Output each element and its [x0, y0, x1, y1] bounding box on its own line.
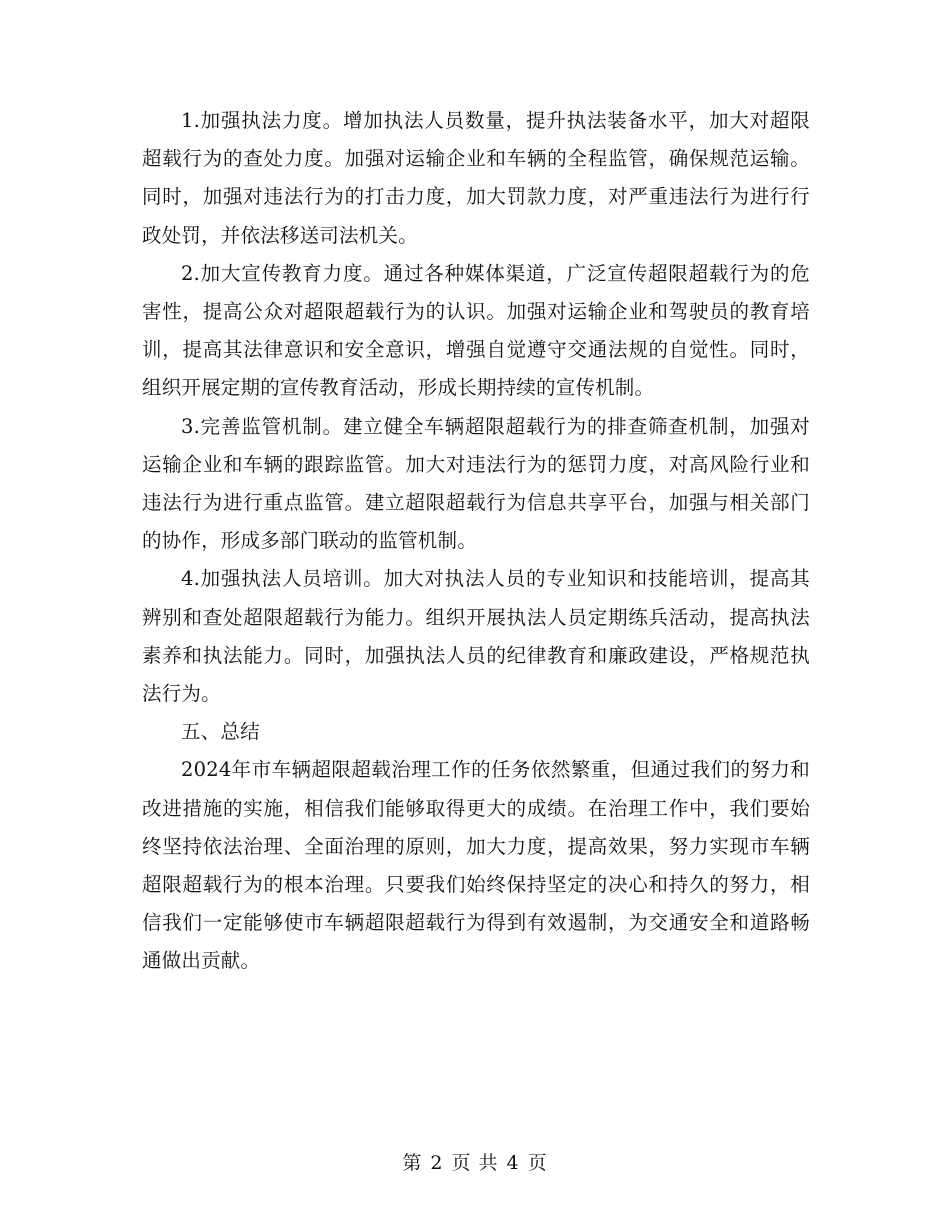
paragraph-enforcement: 1.加强执法力度。增加执法人员数量，提升执法装备水平，加大对超限超载行为的查处力度。加强对运输企业和车辆的全程监管，确保规范运输。同时，加强对违法行为的打击力度，加大罚款力度，对严重违法行为进行行政处罚，并依法移送司法机关。	[142, 109, 810, 247]
current-page-number: 2	[430, 1152, 444, 1174]
page-label-suffix: 页	[527, 1152, 548, 1174]
document-body	[142, 102, 810, 981]
total-pages-number: 4	[506, 1152, 520, 1174]
page-footer	[0, 1148, 950, 1175]
paragraph-supervision: 3.完善监管机制。建立健全车辆超限超载行为的排查筛查机制，加强对运输企业和车辆的跟踪监管。加大对违法行为的惩罚力度，对高风险行业和违法行为进行重点监管。建立超限超载行为信息共享平台，加强与相关部门的协作，形成多部门联动的监管机制。	[142, 414, 810, 553]
page-label-mid: 页 共	[451, 1152, 499, 1174]
paragraph-training: 4.加强执法人员培训。加大对执法人员的专业知识和技能培训，提高其辨别和查处超限超载行为能力。组织开展执法人员定期练兵活动，提高执法素养和执法能力。同时，加强执法人员的纪律教育和廉政建设，严格规范执法行为。	[142, 567, 810, 706]
section-heading-summary: 五、总结	[181, 720, 260, 744]
paragraph-publicity: 2.加大宣传教育力度。通过各种媒体渠道，广泛宣传超限超载行为的危害性，提高公众对超限超载行为的认识。加强对运输企业和驾驶员的教育培训，提高其法律意识和安全意识，增强自觉遵守交通法规的自觉性。同时，组织开展定期的宣传教育活动，形成长期持续的宣传机制。	[142, 261, 810, 400]
paragraph-summary: 2024年市车辆超限超载治理工作的任务依然繁重，但通过我们的努力和改进措施的实施，相信我们能够取得更大的成绩。在治理工作中，我们要始终坚持依法治理、全面治理的原则，加大力度，提高效果，努力实现市车辆超限超载行为的根本治理。只要我们始终保持坚定的决心和持久的努力，相信我们一定能够使市车辆超限超载行为得到有效遏制，为交通安全和道路畅通做出贡献。	[142, 758, 810, 973]
page-label-prefix: 第	[402, 1152, 423, 1174]
